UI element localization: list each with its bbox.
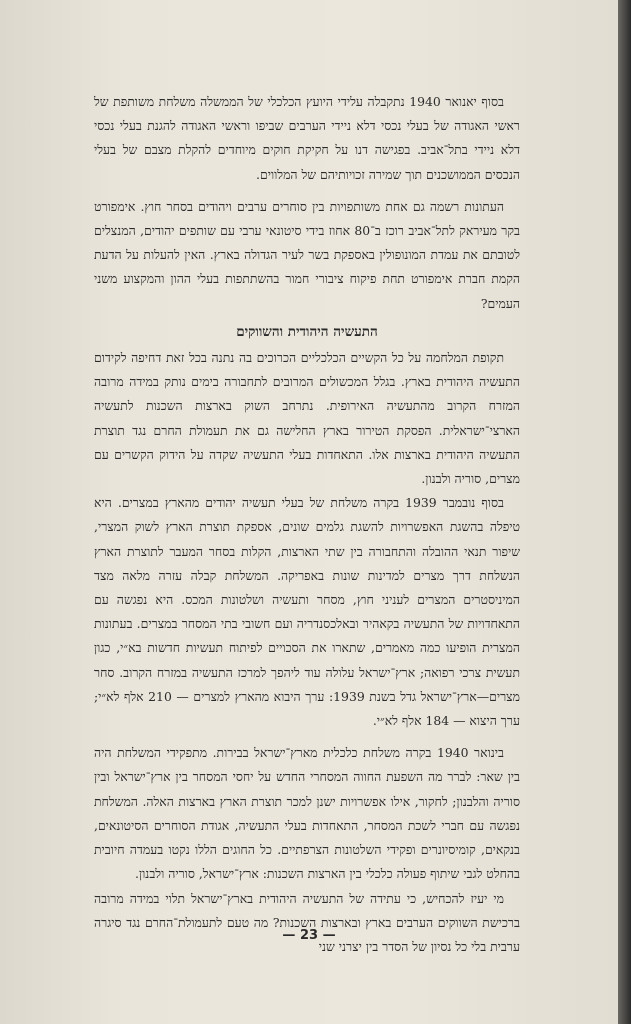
paragraph-3: תקופת המלחמה על כל הקשיים הכלכליים הכרוכים בה נתנה בכל זאת דחיפה לקידום התעשיה היהודית בארץ. בגלל המכשולים המרובים לתחבורה בימים נותק במידה מרובה המזרח הקרוב מהתעשיה האירופית. נתרחב השוק בארצות השכנות לתעשיה הארצי־ישראלית. הפסקת הטירור בארץ החלישה גם את תעמולת החרם נגד תוצרת התעשיה היהודית בארצות אלו. התאחדות בעלי התעשיה שקדה על הידוק הקשרים עם מצרים, סוריה ולבנון. <box>94 350 520 487</box>
book-spine-shadow <box>618 0 631 1024</box>
paragraph-5: בינואר 1940 בקרה משלחת כלכלית מארץ־ישראל בבירות. מתפקידי המשלחת היה בין שאר: לברר מה השפעת החווה המסחרי החדש על יחסי המסחר בין ארץ־ישראל ובין סוריה והלבנון; לחקור, אילו אפשרויות ישנן למכר תוצרת הארץ בארצות האלה. המשלחת נפגשה עם חברי לשכת המסחר, התאחדות בעלי התעשיה, אגודת הסוחרים הסיטונאים, בנקאים, קומיסיונרים ופקידי השלטונות הצרפתיים. כל החוגים הללו נקטו בעמדה חיובית בהחלט לגבי שיתוף פעולה כלכלי בין הארצות השכנות: ארץ־ישראל, סוריה ולבנון. <box>94 745 520 882</box>
page-number: — 23 — <box>282 928 336 943</box>
paragraph-4: בסוף נובמבר 1939 בקרה משלחת של בעלי תעשיה יהודים מהארץ במצרים. היא טיפלה בהשגת האפשרויות להשגת גלמים שונים, אספקת תוצרת הארץ לשוק המצרי, שיפור תנאי ההובלה והתחבורה בין שתי הארצות, הקלות בסחר המעבר לתוצרת הארץ הנשלחת דרך מצרים למדינות שונות באפריקה. המשלחת קבלה עזרה מלאה מצד המיניסטרים המצרים לעניני חוץ, מסחר ותעשיה ושלטונות המכס. היא נפגשה עם התאחדויות של התעשיה בקאהיר ובאלכסנדריה ועם חשובי בתי המסחר במצרים. בעתונות המצרית הופיעו כמה מאמרים, שתארו את הסכויים לפיתוח תעשיות חדשות בא״י, כגון תעשית צרכי רפואה; ארץ־ישראל עלולה עוד ליהפך למרכז התעשיה במזרח הקרוב. סחר מצרים—ארץ־ישראל גדל בשנת 1939: ערך היבוא מהארץ למצרים — 210 אלף לא״י; ערך היצוא — 184 אלף לא״י. <box>94 495 520 729</box>
paragraph-2: העתונות רשמה גם אחת משותפויות בין סוחרים ערבים ויהודים בסחר חוץ. אימפורט בקר מעיראק לתל־אביב רוכז ב־80 אחוז בידי סיטונאי ערבי עם שותפים יהודים, המנצלים לטובתם את עמדת המונופולין באספקת בשר לעיר הגדולה בארץ. האין להעלות על הדעת הקמת חברת אימפורט תחת פיקוח ציבורי חמור בהשתתפות בעלי ההון והמקצוע משני העמים? <box>94 198 520 311</box>
paragraph-6: מי יעיז להכחיש, כי עתידה של התעשיה היהודית בארץ־ישראל תלוי במידה מרובה ברכישת השווקים הערבים בארץ ובארצות השכנות? מה טעם לתעמולת־החרם נגד סיגרה ערבית בלי כל נסיון של הסדר בין יצרני שני <box>94 890 520 954</box>
section-heading: התעשיה היהודית והשווקים <box>236 323 378 340</box>
page-text <box>94 90 520 959</box>
paragraph-1: בסוף יאנואר 1940 נתקבלה עלידי היועץ הכלכלי של הממשלה משלחת משותפת של ראשי האגודה של בעלי נכסי דלא ניידי הערבים שביפו וראשי האגודה להגנת בעלי נכסי דלא ניידי בתל־אביב. בפגישה דנו על חקיקת חוקים מיוחדים להקלת מצבם של בעלי הנכסים הממושכנים תוך שמירה זכויותיהם של המלווים. <box>94 94 520 182</box>
